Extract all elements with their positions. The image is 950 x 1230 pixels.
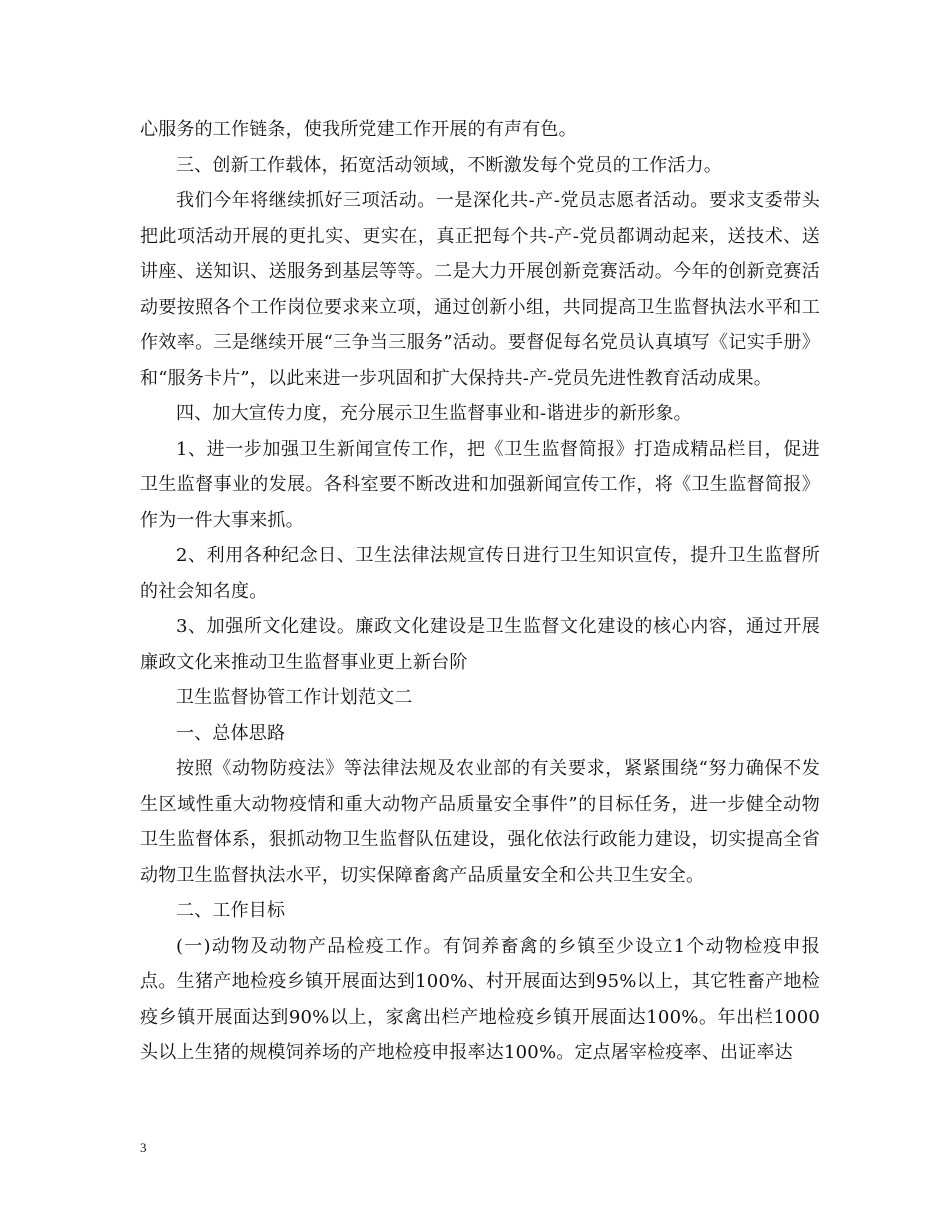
page-number: 3 [140, 1140, 147, 1155]
section-heading: 一、总体思路 [176, 722, 286, 744]
list-item: 2、利用各种纪念日、卫生法律法规宣传日进行卫生知识宣传，提升卫生监督所的社会知名度。 [140, 545, 820, 602]
paragraph: 心服务的工作链条，使我所党建工作开展的有声有色。 [140, 119, 577, 140]
list-item: 3、加强所文化建设。廉政文化建设是卫生监督文化建设的核心内容，通过开展廉政文化来推动卫生监督事业更上新台阶 [140, 616, 820, 673]
paragraph: 按照《动物防疫法》等法律法规及农业部的有关要求，紧紧围绕“努力确保不发生区域性重大动物疫情和重大动物产品质量安全事件”的目标任务，进一步健全动物卫生监督体系，狠抓动物卫生监督队伍建设，强化依法行政能力建设，切实提高全省动物卫生监督执法水平，切实保障畜禽产品质量安全和公共卫生安全。 [140, 758, 820, 886]
section-heading: 二、工作目标 [176, 900, 286, 921]
section-heading: 三、创新工作载体，拓宽活动领域，不断激发每个党员的工作活力。 [176, 154, 722, 176]
paragraph: (一)动物及动物产品检疫工作。有饲养畜禽的乡镇至少设立1个动物检疫申报点。生猪产地检疫乡镇开展面达到100%、村开展面达到95%以上，其它牲畜产地检疫乡镇开展面达到90%以上，家禽出栏产地检疫乡镇开展面达100%。年出栏1000头以上生猪的规模饲养场的产地检疫申报率达100%。定点屠宰检疫率、出证率达 [140, 935, 820, 1063]
document-body [140, 112, 820, 1071]
document-subtitle: 卫生监督协管工作计划范文二 [176, 687, 413, 708]
section-heading: 四、加大宣传力度，充分展示卫生监督事业和-谐进步的新形象。 [176, 403, 692, 424]
paragraph: 我们今年将继续抓好三项活动。一是深化共-产-党员志愿者活动。要求支委带头把此项活动开展的更扎实、更实在，真正把每个共-产-党员都调动起来，送技术、送讲座、送知识、送服务到基层等等。二是大力开展创新竞赛活动。今年的创新竞赛活动要按照各个工作岗位要求来立项，通过创新小组，共同提高卫生监督执法水平和工作效率。三是继续开展“三争当三服务”活动。要督促每名党员认真填写《记实手册》和“服务卡片”，以此来进一步巩固和扩大保持共-产-党员先进性教育活动成果。 [140, 190, 820, 389]
list-item: 1、进一步加强卫生新闻宣传工作，把《卫生监督简报》打造成精品栏目，促进卫生监督事业的发展。各科室要不断改进和加强新闻宣传工作，将《卫生监督简报》作为一件大事来抓。 [140, 438, 820, 531]
